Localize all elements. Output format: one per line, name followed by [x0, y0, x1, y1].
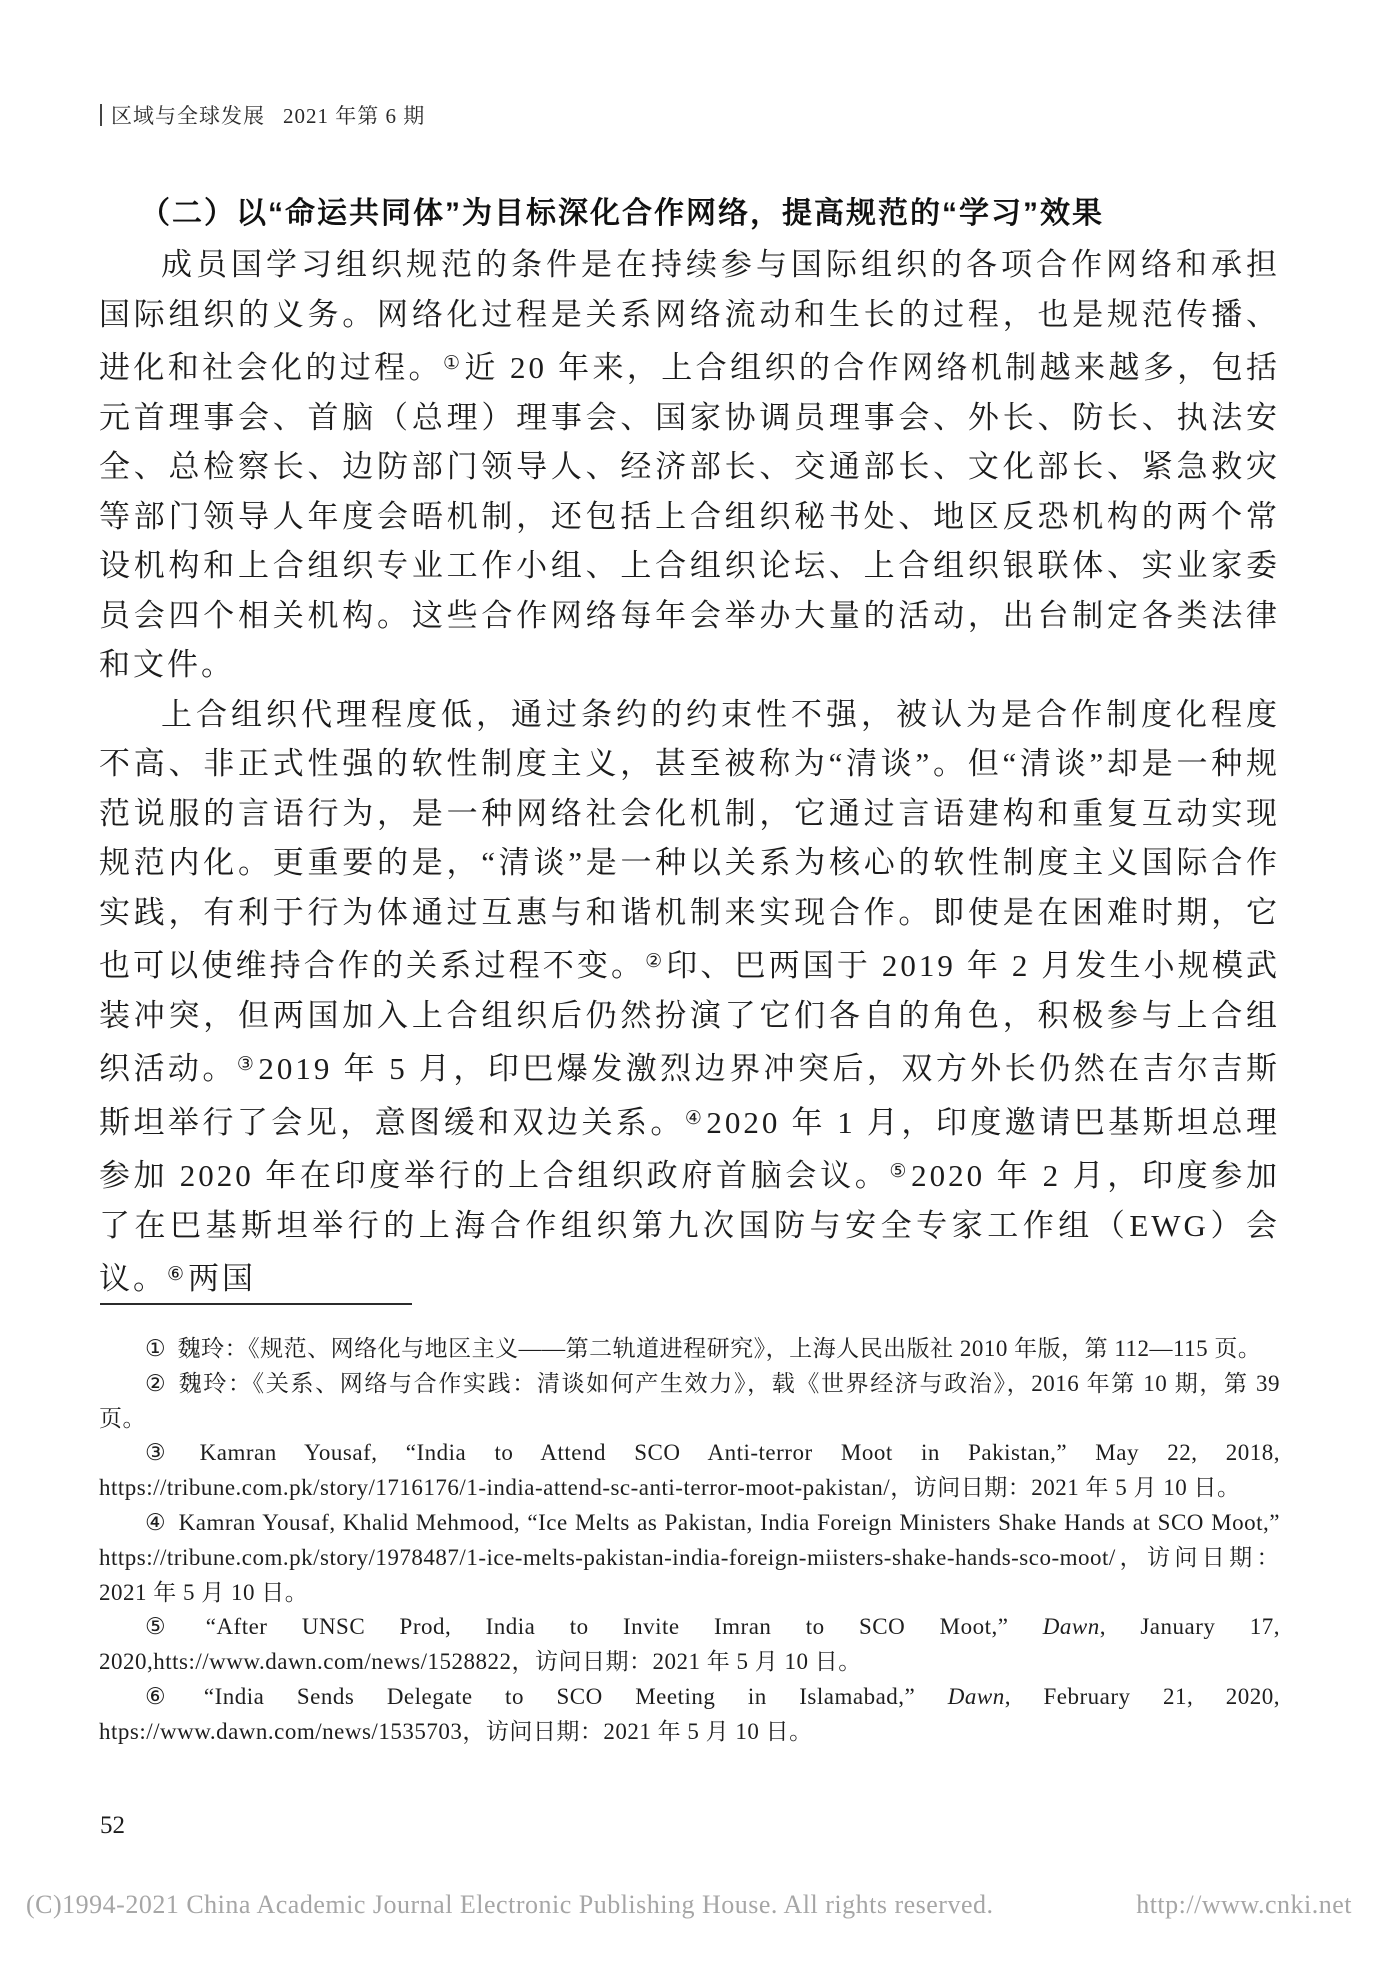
journal-title: 区域与全球发展 — [111, 104, 265, 128]
footnote-text: Kamran Yousaf, Khalid Mehmood, “Ice Melts as Pakistan, India Foreign Ministers Shake Hands at SCO Moot,” https://tribune.com.pk/story/1978487/1-ice-melts-pakistan-india-foreign-miisters-shake-hands-sco-moot/，访问日期：2021 年 5 月 10 日。 — [99, 1509, 1280, 1605]
cnki-url: http://www.cnki.net — [1136, 1890, 1352, 1919]
footnote-text: 魏玲：《关系、网络与合作实践：清谈如何产生效力》，载《世界经济与政治》，2016 年第 10 期，第 39 页。 — [99, 1370, 1281, 1431]
footnote-number: ④ — [145, 1509, 167, 1535]
footnote-text: , February 21, 2020, htps://www.dawn.com/news/1535703，访问日期：2021 年 5 月 10 日。 — [99, 1683, 1281, 1744]
paragraph-2-text: 两国 — [188, 1261, 257, 1296]
footnote-text: Kamran Yousaf, “India to Attend SCO Anti-terror Moot in Pakistan,” May 22, 2018, https://tribune.com.pk/story/1716176/1-india-attend-sc-anti-terror-moot-pakistan/，访问日期：2021 年 5 月 10 日。 — [99, 1440, 1280, 1501]
footnote — [99, 1367, 1280, 1437]
footnote-number: ③ — [145, 1440, 188, 1466]
footnote — [99, 1680, 1280, 1750]
footnote-divider — [100, 1303, 412, 1305]
footnote-text: “India Sends Delegate to SCO Meeting in Islamabad,” — [203, 1683, 948, 1709]
paragraph-2-text: 2020 年 2 月，印度参加了在巴基斯坦举行的上海合作组织第九次国防与安全专家工作组（EWG）会议。 — [99, 1158, 1280, 1296]
footnote-ref-1: ① — [442, 353, 461, 374]
footnote — [99, 1506, 1280, 1610]
footnote-text: , January 17, 2020,htts://www.dawn.com/news/1528822，访问日期：2021 年 5 月 10 日。 — [99, 1614, 1281, 1675]
footnote-ref-5: ⑤ — [889, 1161, 908, 1182]
footnote-text: 魏玲：《规范、网络化与地区主义——第二轨道进程研究》，上海人民出版社 2010 年版，第 112—115 页。 — [177, 1336, 1262, 1361]
footnote-text: “After UNSC Prod, India to Invite Imran to SCO Moot,” — [205, 1614, 1043, 1640]
paragraph-2-text: 2019 年 5 月，印巴爆发激烈边界冲突后，双方外长仍然在吉尔吉斯斯坦举行了会见，意图缓和双边关系。 — [99, 1051, 1280, 1140]
footnote-ref-2: ② — [645, 951, 663, 972]
paragraph-1-text: 近 20 年来，上合组织的合作网络机制越来越多，包括元首理事会、首脑（总理）理事会、国家协调员理事会、外长、防长、执法安全、总检察长、边防部门领导人、经济部长、交通部长、文化部长、紧急救灾等部门领导人年度会晤机制，还包括上合组织秘书处、地区反恐机构的两个常设机构和上合组织专业工作小组、上合组织论坛、上合组织银联体、实业家委员会四个相关机构。这些合作网络每年会举办大量的活动，出台制定各类法律和文件。 — [99, 350, 1281, 682]
paragraph-2-text: 2020 年 1 月，印度邀请巴基斯坦总理参加 2020 年在印度举行的上合组织政府首脑会议。 — [99, 1104, 1281, 1193]
paragraph-2-text: 上合组织代理程度低，通过条约的约束性不强，被认为是合作制度化程度不高、非正式性强的软性制度主义，甚至被称为“清谈”。但“清谈”却是一种规范说服的言语行为，是一种网络社会化机制，它通过言语建构和重复互动实现规范内化。更重要的是，“清谈”是一种以关系为核心的软性制度主义国际合作实践，有利于行为体通过互惠与和谐机制来实现合作。即使是在困难时期，它也可以使维持合作的关系过程不变。 — [99, 696, 1280, 983]
paragraph-2-text: 印、巴两国于 2019 年 2 月发生小规模武装冲突，但两国加入上合组织后仍然扮演了它们各自的角色，积极参与上合组织活动。 — [99, 948, 1280, 1086]
footnote — [99, 1332, 1280, 1367]
copyright-text: (C)1994-2021 China Academic Journal Electronic Publishing House. All rights reserved. — [26, 1890, 994, 1919]
footnote-number: ② — [145, 1370, 167, 1396]
footnote — [99, 1610, 1280, 1680]
footer-bar — [0, 1890, 1378, 1920]
paragraph-2 — [99, 690, 1280, 1304]
footnote-number: ① — [145, 1336, 166, 1361]
footnote — [99, 1436, 1280, 1506]
footnote-ref-4: ④ — [684, 1107, 703, 1129]
footnote-number: ⑤ — [145, 1614, 194, 1640]
footnotes — [99, 1332, 1280, 1750]
footnote-ref-6: ⑥ — [167, 1264, 185, 1285]
journal-issue: 2021 年第 6 期 — [283, 104, 426, 128]
footnote-source-italic: Dawn — [947, 1683, 1005, 1709]
section-heading: （二）以“命运共同体”为目标深化合作网络，提高规范的“学习”效果 — [140, 197, 1104, 230]
footnote-number: ⑥ — [145, 1683, 192, 1709]
page-number: 52 — [100, 1812, 125, 1839]
running-head-rule — [100, 104, 102, 126]
paragraph-1 — [99, 240, 1280, 690]
footnote-ref-3: ③ — [236, 1054, 255, 1075]
footnote-source-italic: Dawn — [1042, 1614, 1100, 1640]
running-head — [100, 100, 425, 130]
body-text — [99, 240, 1280, 1304]
paragraph-1-text: 成员国学习组织规范的条件是在持续参与国际组织的各项合作网络和承担国际组织的义务。网络化过程是关系网络流动和生长的过程，也是规范传播、进化和社会化的过程。 — [99, 247, 1280, 385]
